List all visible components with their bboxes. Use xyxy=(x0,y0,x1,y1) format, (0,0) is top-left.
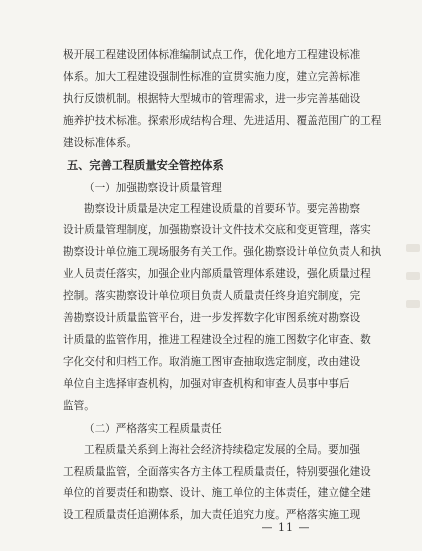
paragraph-line: 设计质量管理制度，加强勘察设计文件技术交底和变更管理，落实 xyxy=(63,224,371,237)
paragraph-line: 字化交付和归档工作。取消施工图审查抽取选定制度，改由建设 xyxy=(63,355,361,368)
paragraph-line: 施养护技术标准。探索形成结构合理、先进适用、覆盖范围广的工程 xyxy=(63,114,382,127)
paragraph-line: 计质量的监管作用，推进工程建设全过程的施工图数字化审查、数 xyxy=(63,333,371,346)
paragraph-line: 工程质量关系到上海社会经济持续稳定发展的全局。要加强 xyxy=(84,443,360,456)
paragraph-line: 设工程质量责任追溯体系，加大责任追究力度。严格落实施工现 xyxy=(63,509,361,522)
paragraph-line: 建设标准体系。 xyxy=(63,136,138,149)
paragraph-line: 勘察设计质量是决定工程建设质量的首要环节。要完善勘察 xyxy=(84,202,360,215)
subsection-heading: （二）严格落实工程质量责任 xyxy=(84,422,222,435)
paragraph-line: 执行反馈机制。根据特大型城市的管理需求，进一步完善基础设 xyxy=(63,92,361,105)
document-body xyxy=(63,45,382,527)
paragraph-line: 单位的首要责任和勘察、设计、施工单位的主体责任，建立健全建 xyxy=(63,487,371,500)
scan-edge-mark xyxy=(406,244,420,252)
paragraph-line: 控制。落实勘察设计单位项目负责人质量责任终身追究制度，完 xyxy=(63,290,361,303)
paragraph-line: 监管。 xyxy=(63,399,95,412)
paragraph-line: 工程质量监管，全面落实各方主体工程质量责任，特别要强化建设 xyxy=(63,465,371,478)
paragraph-line: 极开展工程建设团体标准编制试点工作，优化地方工程建设标准 xyxy=(63,49,361,61)
paragraph-line: 勘察设计单位施工现场服务有关工作。强化勘察设计单位负责人和执 xyxy=(63,246,382,259)
page-number: — 11 — xyxy=(261,521,311,534)
paragraph-line: 单位自主选择审查机构，加强对审查机构和审查人员事中事后 xyxy=(63,377,350,390)
section-heading: 五、完善工程质量安全管控体系 xyxy=(67,158,224,172)
paragraph-line: 善勘察设计质量监管平台，进一步发挥数字化审图系统对勘察设 xyxy=(63,312,361,325)
scan-edge-mark xyxy=(406,272,420,280)
paragraph-line: 体系。加大工程建设强制性标准的宣贯实施力度，建立完善标准 xyxy=(63,70,361,83)
scan-edge-mark xyxy=(406,300,420,308)
subsection-heading: （一）加强勘察设计质量管理 xyxy=(84,181,222,194)
paragraph-line: 业人员责任落实，加强企业内部质量管理体系建设，强化质量过程 xyxy=(63,268,371,281)
